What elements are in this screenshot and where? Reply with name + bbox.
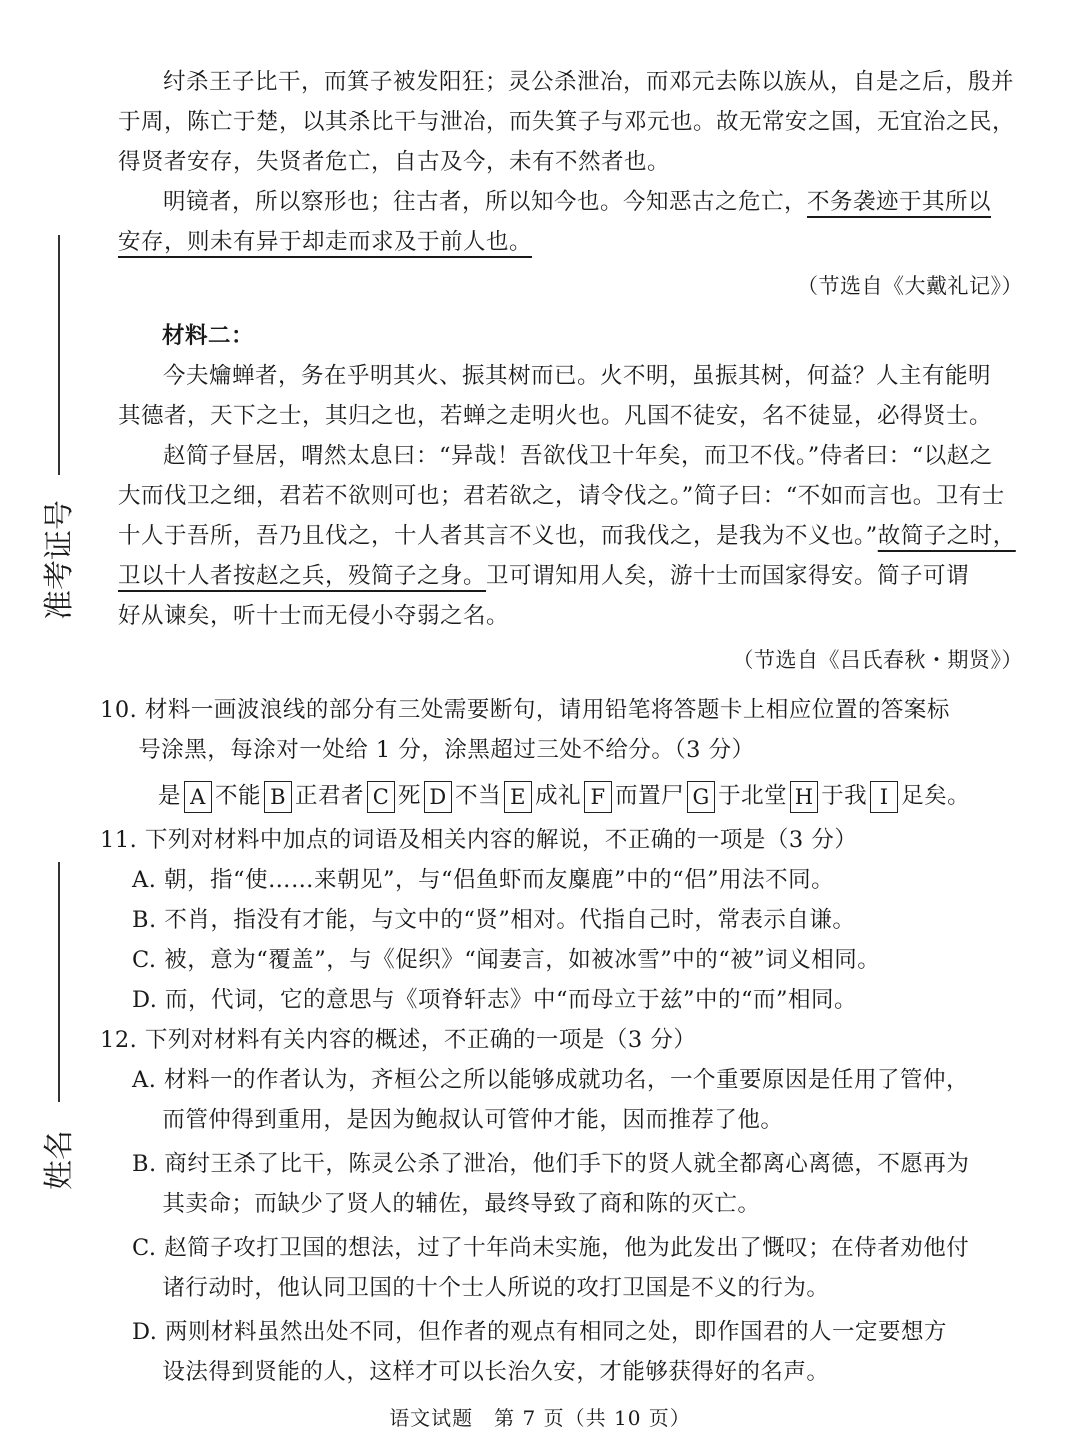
- text-segment: 是: [158, 783, 182, 809]
- text-line: 好从谏矣，听十士而无侵小夺弱之名。: [118, 603, 510, 629]
- underlined-text: 卫以十人者按赵之兵，殁简子之身。: [118, 563, 487, 589]
- break-box-d[interactable]: D: [424, 781, 452, 813]
- text-segment: 成礼: [535, 783, 582, 809]
- option-line: 其卖命；而缺少了贤人的辅佐，最终导致了商和陈的灭亡。: [162, 1191, 761, 1217]
- text-span: 明镜者，所以察形也；往古者，所以知今也。今知恶古之危亡，: [163, 189, 808, 215]
- text-segment: 不当: [455, 783, 502, 809]
- material2-heading: 材料二：: [162, 323, 255, 349]
- material1-paragraph-2: [118, 182, 1023, 262]
- text-line: 得贤者安存，失贤者危亡，自古及今，未有不然者也。: [118, 149, 671, 175]
- question-stem: 号涂黑，每涂对一处给 1 分，涂黑超过三处不给分。（3 分）: [138, 737, 755, 763]
- option-line: 而管仲得到重用，是因为鲍叔认可管仲才能，因而推荐了他。: [162, 1107, 784, 1133]
- break-box-f[interactable]: F: [584, 781, 612, 813]
- option-line: C. 赵简子攻打卫国的想法，过了十年尚未实施，他为此发出了慨叹；在侍者劝他付: [132, 1235, 970, 1261]
- name-label: 姓名: [42, 1130, 77, 1190]
- wavy-underlined-text: 安存，则未有异于却走而求及于前人也。: [118, 229, 533, 255]
- text-span: 十人于吾所，吾乃且伐之，十人者其言不义也，而我伐之，是我为不义也。”: [118, 523, 878, 549]
- text-segment: 死: [398, 783, 422, 809]
- text-segment: 不能: [215, 783, 262, 809]
- page-footer: 语文试题 第 7 页（共 10 页）: [389, 1406, 691, 1430]
- underlined-text: 故简子之时，: [877, 523, 1016, 549]
- question-10: [100, 690, 1023, 770]
- material1-source: （节选自《大戴礼记》）: [797, 274, 1023, 298]
- text-line: 其德者，天下之士，其归之也，若蝉之走明火也。凡国不徒安，名不徒显，必得贤士。: [118, 403, 993, 429]
- sentence-break-options: [158, 776, 1023, 816]
- text-segment: 正君者: [295, 783, 365, 809]
- text-line: 于周，陈亡于楚，以其杀比干与泄冶，而失箕子与邓元也。故无常安之国，无宜治之民，: [118, 109, 1016, 135]
- wavy-underlined-text: 不务袭迹于其所以: [807, 189, 992, 215]
- break-box-c[interactable]: C: [367, 781, 395, 813]
- text-span: 卫可谓知用人矣，游十士而国家得安。简子可谓: [486, 563, 970, 589]
- question-11: [100, 820, 1023, 860]
- option-line: A. 材料一的作者认为，齐桓公之所以能够成就功名，一个重要原因是任用了管仲，: [132, 1067, 970, 1093]
- question-11-options: [118, 860, 1023, 1020]
- exam-id-line: [58, 235, 60, 475]
- option-a[interactable]: [132, 1060, 1023, 1140]
- exam-id-label: 准考证号: [42, 500, 77, 620]
- option-d[interactable]: [132, 1312, 1023, 1392]
- text-line: 纣杀王子比干，而箕子被发阳狂；灵公杀泄冶，而邓元去陈以族从，自是之后，殷并: [163, 69, 1015, 95]
- option-line: D. 两则材料虽然出处不同，但作者的观点有相同之处，即作国君的人一定要想方: [132, 1319, 948, 1345]
- question-stem: 10. 材料一画波浪线的部分有三处需要断句，请用铅笔将答题卡上相应位置的答案标: [100, 697, 950, 723]
- option-line: B. 商纣王杀了比干，陈灵公杀了泄冶，他们手下的贤人就全都离心离德，不愿再为: [132, 1151, 970, 1177]
- material2-paragraph-2: [118, 436, 1023, 636]
- break-box-e[interactable]: E: [504, 781, 532, 813]
- text-line: 赵简子昼居，喟然太息曰：“异哉！吾欲伐卫十年矣，而卫不伐。”侍者曰：“以赵之: [163, 443, 993, 469]
- option-c[interactable]: [132, 1228, 1023, 1308]
- text-segment: 于北堂: [718, 783, 788, 809]
- question-stem: 12. 下列对材料有关内容的概述，不正确的一项是（3 分）: [100, 1027, 697, 1053]
- option-a[interactable]: A. 朝，指“使……来朝见”，与“侣鱼虾而友麋鹿”中的“侣”用法不同。: [132, 867, 835, 893]
- break-box-i[interactable]: I: [870, 781, 898, 813]
- text-segment: 而置尸: [615, 783, 685, 809]
- option-b[interactable]: [132, 1144, 1023, 1224]
- option-line: 诸行动时，他认同卫国的十个士人所说的攻打卫国是不义的行为。: [162, 1275, 830, 1301]
- option-b[interactable]: B. 不肖，指没有才能，与文中的“贤”相对。代指自己时，常表示自谦。: [132, 907, 856, 933]
- name-line: [58, 862, 60, 1102]
- question-12-options: [118, 1060, 1023, 1392]
- page-content: [100, 62, 1023, 1392]
- option-c[interactable]: C. 被，意为“覆盖”，与《促织》“闻妻言，如被冰雪”中的“被”词义相同。: [132, 947, 881, 973]
- text-segment: 于我: [821, 783, 868, 809]
- question-12: [100, 1020, 1023, 1060]
- break-box-a[interactable]: A: [184, 781, 212, 813]
- break-box-b[interactable]: B: [264, 781, 292, 813]
- text-segment: 足矣。: [901, 783, 971, 809]
- question-stem: 11. 下列对材料中加点的词语及相关内容的解说，不正确的一项是（3 分）: [100, 827, 858, 853]
- material2-source: （节选自《吕氏春秋・期贤》）: [732, 648, 1023, 672]
- text-line: 大而伐卫之细，君若不欲则可也；君若欲之，请令伐之。”简子曰：“不如而言也。卫有士: [118, 483, 1005, 509]
- option-line: 设法得到贤能的人，这样才可以长治久安，才能够获得好的名声。: [162, 1359, 830, 1385]
- break-box-g[interactable]: G: [687, 781, 715, 813]
- material2-paragraph-1: [118, 356, 1023, 436]
- material1-paragraph-1: [118, 62, 1023, 182]
- option-d[interactable]: D. 而，代词，它的意思与《项脊轩志》中“而母立于兹”中的“而”相同。: [132, 987, 858, 1013]
- text-line: 今夫爚蝉者，务在乎明其火、振其树而已。火不明，虽振其树，何益？人主有能明: [163, 363, 992, 389]
- break-box-h[interactable]: H: [790, 781, 818, 813]
